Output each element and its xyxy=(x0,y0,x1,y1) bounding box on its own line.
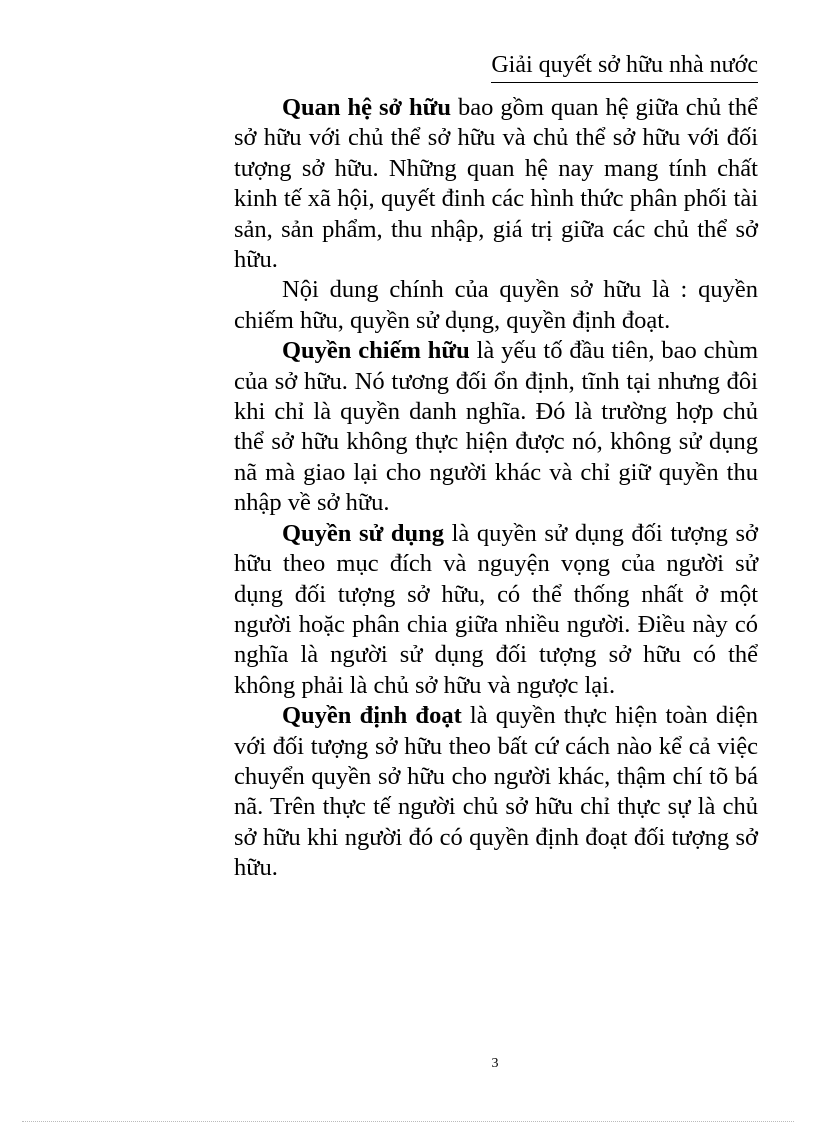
paragraph-main-content xyxy=(234,275,758,336)
paragraph-use-right xyxy=(234,519,758,701)
term-disposal-right: Quyền định đoạt xyxy=(282,702,462,730)
paragraph-text: là yếu tố đầu tiên, bao chùm của sở hữu. Nó tương đối ổn định, tĩnh tại nhưng đôi khi chỉ là quyền danh nghĩa. Đó là trường hợp chủ thể sở hữu không thực hiện được nó, không sử dụng nã mà giao lại cho người khác và chỉ giữ quyền thu nhập về sở hữu. xyxy=(234,337,759,517)
paragraph-possession-right xyxy=(234,336,758,518)
paragraph-text: Nội dung chính của quyền sở hữu là : quyền chiếm hữu, quyền sử dụng, quyền định đoạt. xyxy=(234,276,758,334)
page-number: 3 xyxy=(491,1056,499,1071)
term-ownership-relations: Quan hệ sở hữu xyxy=(282,94,452,121)
paragraph-text: bao gồm quan hệ giữa chủ thể sở hữu với chủ thể sở hữu và chủ thể sở hữu với đối tượng sở hữu. Những quan hệ nay mang tính chất kinh tế xã hội, quyết đinh các hình thức phân phối tài sản, sản phẩm, thu nhập, giá trị giữa các chủ thể sở hữu. xyxy=(234,94,758,274)
body-text xyxy=(234,93,758,884)
paragraph-text: là quyền thực hiện toàn diện với đối tượng sở hữu theo bất cứ cách nào kể cả việc chuyển quyền sở hữu cho người khác, thậm chí tõ bá nã. Trên thực tế người chủ sở hữu chỉ thực sự là chủ sở hữu khi người đó có quyền định đoạt đối tượng sở hữu. xyxy=(234,702,759,882)
page-header-title: Giải quyết sở hữu nhà nước xyxy=(491,50,758,83)
term-use-right: Quyền sử dụng xyxy=(282,519,445,547)
term-possession-right: Quyền chiếm hữu xyxy=(282,337,470,365)
paragraph-ownership-relations xyxy=(234,93,758,275)
paragraph-text: là quyền sử dụng đối tượng sở hữu theo mục đích và nguyện vọng của người sử dụng đối tượng sở hữu, có thể thống nhất ở một người hoặc phân chia giữa nhiều người. Điều này có nghĩa là người sử dụng đối tượng sở hữu có thể không phải là chủ sở hữu và ngược lại. xyxy=(234,519,758,699)
paragraph-disposal-right xyxy=(234,701,758,883)
page-bottom-border xyxy=(22,1121,794,1122)
